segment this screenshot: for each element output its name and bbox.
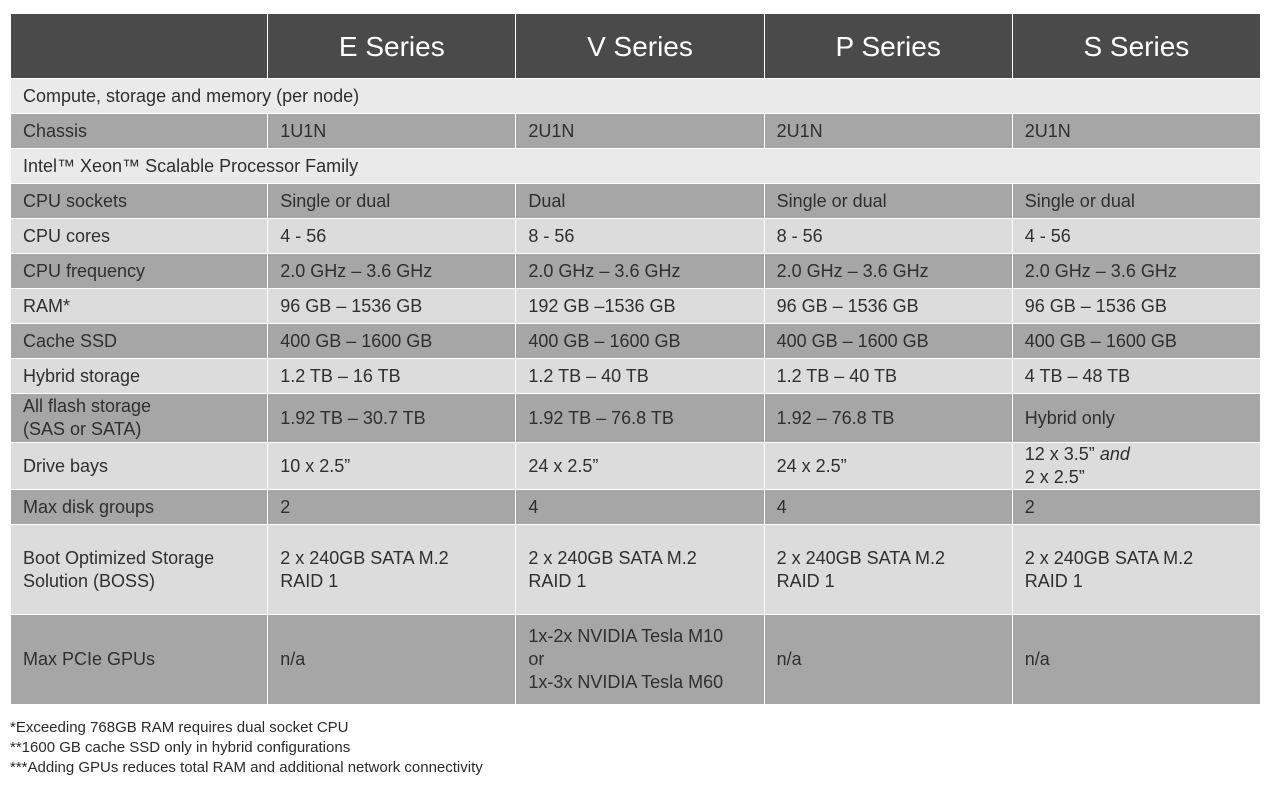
cell-s: n/a bbox=[1012, 615, 1260, 705]
cell-line: 2 x 2.5” bbox=[1024, 467, 1085, 487]
cell-s: 400 GB – 1600 GB bbox=[1012, 324, 1260, 359]
footnote: **1600 GB cache SSD only in hybrid configurations bbox=[10, 739, 351, 756]
table-row-max-pcie-gpus bbox=[11, 615, 1261, 705]
row-label: CPU sockets bbox=[11, 184, 268, 219]
cell-s: 2U1N bbox=[1012, 114, 1260, 149]
cell-line: 1x-3x NVIDIA Tesla M60 bbox=[528, 672, 724, 692]
section-row-compute bbox=[11, 79, 1261, 114]
cell-p: 1.2 TB – 40 TB bbox=[764, 359, 1012, 394]
cell-e: 96 GB – 1536 GB bbox=[268, 289, 516, 324]
cell-e: 1.92 TB – 30.7 TB bbox=[268, 394, 516, 443]
section-row-processor bbox=[11, 149, 1261, 184]
cell-e: 4 - 56 bbox=[268, 219, 516, 254]
cell-p: Single or dual bbox=[764, 184, 1012, 219]
cell-v: Dual bbox=[516, 184, 764, 219]
cell-v bbox=[516, 615, 764, 705]
cell-e: 400 GB – 1600 GB bbox=[268, 324, 516, 359]
cell-s: Hybrid only bbox=[1012, 394, 1260, 443]
cell-p: 1.92 – 76.8 TB bbox=[764, 394, 1012, 443]
row-label bbox=[11, 525, 268, 615]
cell-s: 2 bbox=[1012, 490, 1260, 525]
section-title: Compute, storage and memory (per node) bbox=[11, 79, 1261, 114]
row-label: RAM* bbox=[11, 289, 268, 324]
cell-line: 2 x 240GB SATA M.2 bbox=[280, 547, 449, 568]
row-label-line: (SAS or SATA) bbox=[23, 419, 142, 439]
cell-s: 2.0 GHz – 3.6 GHz bbox=[1012, 254, 1260, 289]
cell-e: 2 bbox=[268, 490, 516, 525]
cell-e bbox=[268, 525, 516, 615]
cell-s: Single or dual bbox=[1012, 184, 1260, 219]
cell-p: 96 GB – 1536 GB bbox=[764, 289, 1012, 324]
row-label-line: Solution (BOSS) bbox=[23, 570, 156, 591]
table-row-cpu-sockets bbox=[11, 184, 1261, 219]
cell-e: 1U1N bbox=[268, 114, 516, 149]
row-label: Max disk groups bbox=[11, 490, 268, 525]
cell-p: 4 bbox=[764, 490, 1012, 525]
table-row-chassis bbox=[11, 114, 1261, 149]
table-row-cpu-cores bbox=[11, 219, 1261, 254]
cell-p: 8 - 56 bbox=[764, 219, 1012, 254]
cell-line: 1x-2x NVIDIA Tesla M10 bbox=[528, 626, 724, 646]
cell-line: RAID 1 bbox=[528, 570, 587, 591]
table-row-boss bbox=[11, 525, 1261, 615]
cell-e: 2.0 GHz – 3.6 GHz bbox=[268, 254, 516, 289]
table-row-all-flash-storage bbox=[11, 394, 1261, 443]
row-label: CPU cores bbox=[11, 219, 268, 254]
cell-line: or bbox=[528, 649, 545, 669]
cell-v: 400 GB – 1600 GB bbox=[516, 324, 764, 359]
cell-v: 24 x 2.5” bbox=[516, 443, 764, 490]
header-corner-cell bbox=[11, 14, 268, 79]
cell-p: 2U1N bbox=[764, 114, 1012, 149]
row-label-line: Boot Optimized Storage bbox=[23, 547, 215, 568]
cell-v: 192 GB –1536 GB bbox=[516, 289, 764, 324]
cell-p: n/a bbox=[764, 615, 1012, 705]
cell-v: 1.92 TB – 76.8 TB bbox=[516, 394, 764, 443]
table-row-hybrid-storage bbox=[11, 359, 1261, 394]
table-row-drive-bays bbox=[11, 443, 1261, 490]
cell-line: RAID 1 bbox=[280, 570, 339, 591]
header-s-series: S Series bbox=[1012, 14, 1260, 79]
cell-line: 2 x 240GB SATA M.2 bbox=[528, 547, 697, 568]
cell-line: RAID 1 bbox=[1024, 570, 1083, 591]
spec-comparison-table bbox=[10, 13, 1261, 705]
cell-line: 2 x 240GB SATA M.2 bbox=[1024, 547, 1194, 568]
row-label: Drive bays bbox=[11, 443, 268, 490]
header-v-series: V Series bbox=[516, 14, 764, 79]
cell-p: 24 x 2.5” bbox=[764, 443, 1012, 490]
cell-s: 4 TB – 48 TB bbox=[1012, 359, 1260, 394]
row-label: CPU frequency bbox=[11, 254, 268, 289]
cell-v: 4 bbox=[516, 490, 764, 525]
cell-e: n/a bbox=[268, 615, 516, 705]
cell-s bbox=[1012, 443, 1260, 490]
footnotes bbox=[10, 718, 483, 778]
footnote: *Exceeding 768GB RAM requires dual socket CPU bbox=[10, 719, 349, 736]
row-label-line: All flash storage bbox=[23, 396, 152, 416]
processor-family: Intel™ Xeon™ Scalable Processor Family bbox=[11, 149, 1261, 184]
row-label: Max PCIe GPUs bbox=[11, 615, 268, 705]
cell-p: 2.0 GHz – 3.6 GHz bbox=[764, 254, 1012, 289]
table-row-cache-ssd bbox=[11, 324, 1261, 359]
cell-v: 1.2 TB – 40 TB bbox=[516, 359, 764, 394]
cell-s bbox=[1012, 525, 1260, 615]
row-label bbox=[11, 394, 268, 443]
cell-text-italic: and bbox=[1099, 444, 1130, 464]
cell-p bbox=[764, 525, 1012, 615]
cell-v: 8 - 56 bbox=[516, 219, 764, 254]
header-e-series: E Series bbox=[268, 14, 516, 79]
row-label: Hybrid storage bbox=[11, 359, 268, 394]
cell-e: 10 x 2.5” bbox=[268, 443, 516, 490]
table-row-cpu-frequency bbox=[11, 254, 1261, 289]
cell-s: 4 - 56 bbox=[1012, 219, 1260, 254]
row-label: Chassis bbox=[11, 114, 268, 149]
cell-line: 2 x 240GB SATA M.2 bbox=[776, 547, 945, 568]
header-p-series: P Series bbox=[764, 14, 1012, 79]
cell-v: 2U1N bbox=[516, 114, 764, 149]
footnote: ***Adding GPUs reduces total RAM and additional network connectivity bbox=[10, 759, 483, 776]
table-row-max-disk-groups bbox=[11, 490, 1261, 525]
cell-line bbox=[1025, 443, 1260, 466]
cell-s: 96 GB – 1536 GB bbox=[1012, 289, 1260, 324]
cell-v: 2.0 GHz – 3.6 GHz bbox=[516, 254, 764, 289]
cell-e: Single or dual bbox=[268, 184, 516, 219]
cell-text: 12 x 3.5” bbox=[1024, 444, 1095, 464]
cell-e: 1.2 TB – 16 TB bbox=[268, 359, 516, 394]
table-header bbox=[11, 14, 1261, 79]
cell-p: 400 GB – 1600 GB bbox=[764, 324, 1012, 359]
cell-line: RAID 1 bbox=[776, 570, 835, 591]
table-row-ram bbox=[11, 289, 1261, 324]
cell-v bbox=[516, 525, 764, 615]
row-label: Cache SSD bbox=[11, 324, 268, 359]
